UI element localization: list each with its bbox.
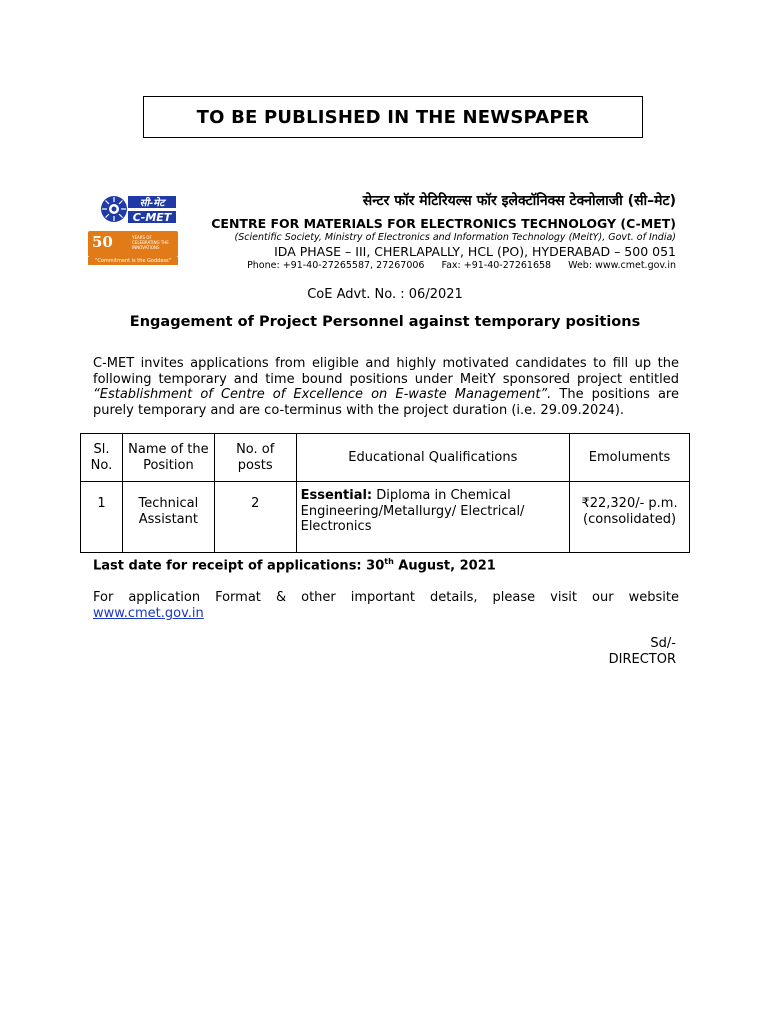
info-word: visit bbox=[550, 590, 577, 605]
org-name-hindi: सेन्टर फॉर मेटिरियल्स फॉर इलेक्टॉनिक्स टेक्नोलाजी (सी–मेट) bbox=[362, 193, 676, 209]
org-fax: Fax: +91-40-27261658 bbox=[441, 260, 552, 271]
org-web: Web: www.cmet.gov.in bbox=[568, 260, 676, 271]
cell-no-of-posts: 2 bbox=[214, 482, 296, 553]
info-word: important bbox=[350, 590, 416, 605]
info-word: Format bbox=[215, 590, 261, 605]
last-date-suffix: th bbox=[384, 557, 394, 566]
golden-jubilee-badge bbox=[88, 231, 178, 257]
signature-title: DIRECTOR bbox=[608, 652, 676, 667]
qualification-text: Diploma in Chemical Engineering/Metallurgy/ Electrical/ Electronics bbox=[300, 488, 525, 534]
info-word: application bbox=[128, 590, 201, 605]
intro-text-2: The positions are purely temporary and are co-terminus with the project duration (i.e. 29.09.2024). bbox=[93, 387, 679, 418]
intro-text-1: C-MET invites applications from eligible and highly motivated candidates to fill up the following temporary and time bound positions under MeitY sponsored project entitled bbox=[93, 356, 679, 387]
page-heading: Engagement of Project Personnel against temporary positions bbox=[129, 314, 641, 330]
cell-position-name: Technical Assistant bbox=[122, 482, 214, 553]
cell-qualifications bbox=[296, 482, 569, 553]
org-contact bbox=[247, 260, 676, 271]
project-title: “Establishment of Centre of Excellence on E-waste Management”. bbox=[93, 387, 552, 402]
svg-text:सी-मेट: सी-मेट bbox=[139, 198, 165, 209]
last-date bbox=[93, 557, 496, 573]
info-text bbox=[93, 590, 679, 606]
header-no-of-posts: No. of posts bbox=[214, 434, 296, 482]
info-word: other bbox=[301, 590, 336, 605]
header-sl-no: Sl. No. bbox=[81, 434, 123, 482]
svg-text:C-MET: C-MET bbox=[132, 211, 172, 224]
cell-sl-no: 1 bbox=[81, 482, 123, 553]
cmet-emblem-icon bbox=[98, 193, 178, 225]
signature-sd: Sd/- bbox=[650, 636, 676, 651]
header-emoluments: Emoluments bbox=[570, 434, 690, 482]
jubilee-text: YEARS OF CELEBRATING THE INNOVATIONS bbox=[132, 235, 169, 250]
info-word: please bbox=[492, 590, 536, 605]
cmet-logo bbox=[88, 193, 180, 265]
org-phone: Phone: +91-40-27265587, 27267006 bbox=[247, 260, 425, 271]
table-header-row bbox=[81, 434, 690, 482]
header-qualifications: Educational Qualifications bbox=[296, 434, 569, 482]
advt-number: CoE Advt. No. : 06/2021 bbox=[307, 287, 463, 302]
org-subtitle: (Scientific Society, Ministry of Electronics and Information Technology (MeitY), Govt. of India) bbox=[234, 232, 676, 243]
qualification-label: Essential: bbox=[300, 488, 373, 503]
info-word: website bbox=[628, 590, 679, 605]
logo-motto: "Commitment is the Goddess" bbox=[88, 257, 178, 265]
info-paragraph bbox=[93, 590, 679, 622]
info-word: & bbox=[275, 590, 287, 605]
info-word: details, bbox=[430, 590, 478, 605]
last-date-month: August, 2021 bbox=[393, 558, 496, 574]
info-word: For bbox=[93, 590, 114, 605]
jubilee-number: 50 bbox=[92, 233, 113, 251]
newspaper-banner: TO BE PUBLISHED IN THE NEWSPAPER bbox=[143, 96, 643, 138]
intro-paragraph bbox=[93, 356, 679, 418]
org-address: IDA PHASE – III, CHERLAPALLY, HCL (PO), HYDERABAD – 500 051 bbox=[274, 244, 676, 259]
website-link[interactable]: www.cmet.gov.in bbox=[93, 606, 204, 621]
positions-table bbox=[80, 433, 690, 553]
cell-emoluments: ₹22,320/- p.m. (consolidated) bbox=[570, 482, 690, 553]
table-row bbox=[81, 482, 690, 553]
org-name-english: CENTRE FOR MATERIALS FOR ELECTRONICS TECHNOLOGY (C-MET) bbox=[211, 216, 676, 231]
last-date-label: Last date for receipt of applications: 30 bbox=[93, 558, 385, 574]
info-word: our bbox=[592, 590, 614, 605]
header-position-name: Name of the Position bbox=[122, 434, 214, 482]
